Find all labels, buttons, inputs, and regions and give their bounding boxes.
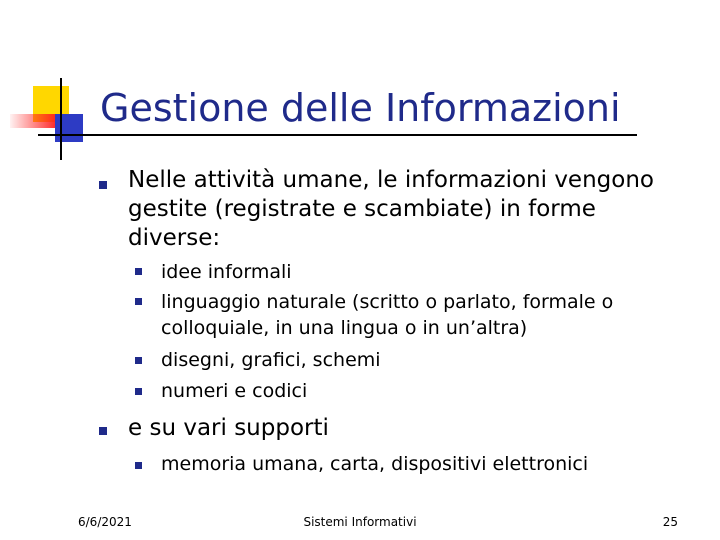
bullet-text — [128, 166, 654, 253]
sub-bullet-icon — [135, 462, 142, 469]
bullet-text — [128, 414, 329, 443]
sub-bullet-line: colloquiale, in una lingua o in un’altra) — [161, 317, 528, 339]
slide-title: Gestione delle Informazioni — [100, 86, 621, 130]
bullet-icon — [99, 427, 107, 435]
bullet-line: Nelle attività umane, le informazioni vengono — [128, 167, 654, 193]
bullet-line: diverse: — [128, 225, 221, 251]
page-number: 25 — [662, 515, 678, 529]
sub-bullet-text — [161, 289, 613, 341]
sub-bullet-line: disegni, grafici, schemi — [161, 349, 381, 371]
sub-bullet-icon — [135, 298, 142, 305]
sub-bullet-text — [161, 347, 381, 373]
bullet-icon — [99, 181, 107, 189]
sub-bullet-icon — [135, 388, 142, 395]
sub-bullet-icon — [135, 268, 142, 275]
sub-bullet-icon — [135, 357, 142, 364]
bullet-line: gestite (registrate e scambiate) in forme — [128, 196, 596, 222]
footer-date: 6/6/2021 — [78, 515, 132, 529]
sub-bullet-line: memoria umana, carta, dispositivi elettronici — [161, 453, 589, 475]
sub-bullet-text — [161, 259, 292, 285]
sub-bullet-line: linguaggio naturale (scritto o parlato, formale o — [161, 291, 614, 313]
bullet-line: e su vari supporti — [128, 415, 329, 441]
sub-bullet-line: numeri e codici — [161, 380, 308, 402]
sub-bullet-line: idee informali — [161, 261, 292, 283]
sub-bullet-text — [161, 451, 588, 477]
footer-title: Sistemi Informativi — [303, 515, 417, 529]
sub-bullet-text — [161, 378, 307, 404]
